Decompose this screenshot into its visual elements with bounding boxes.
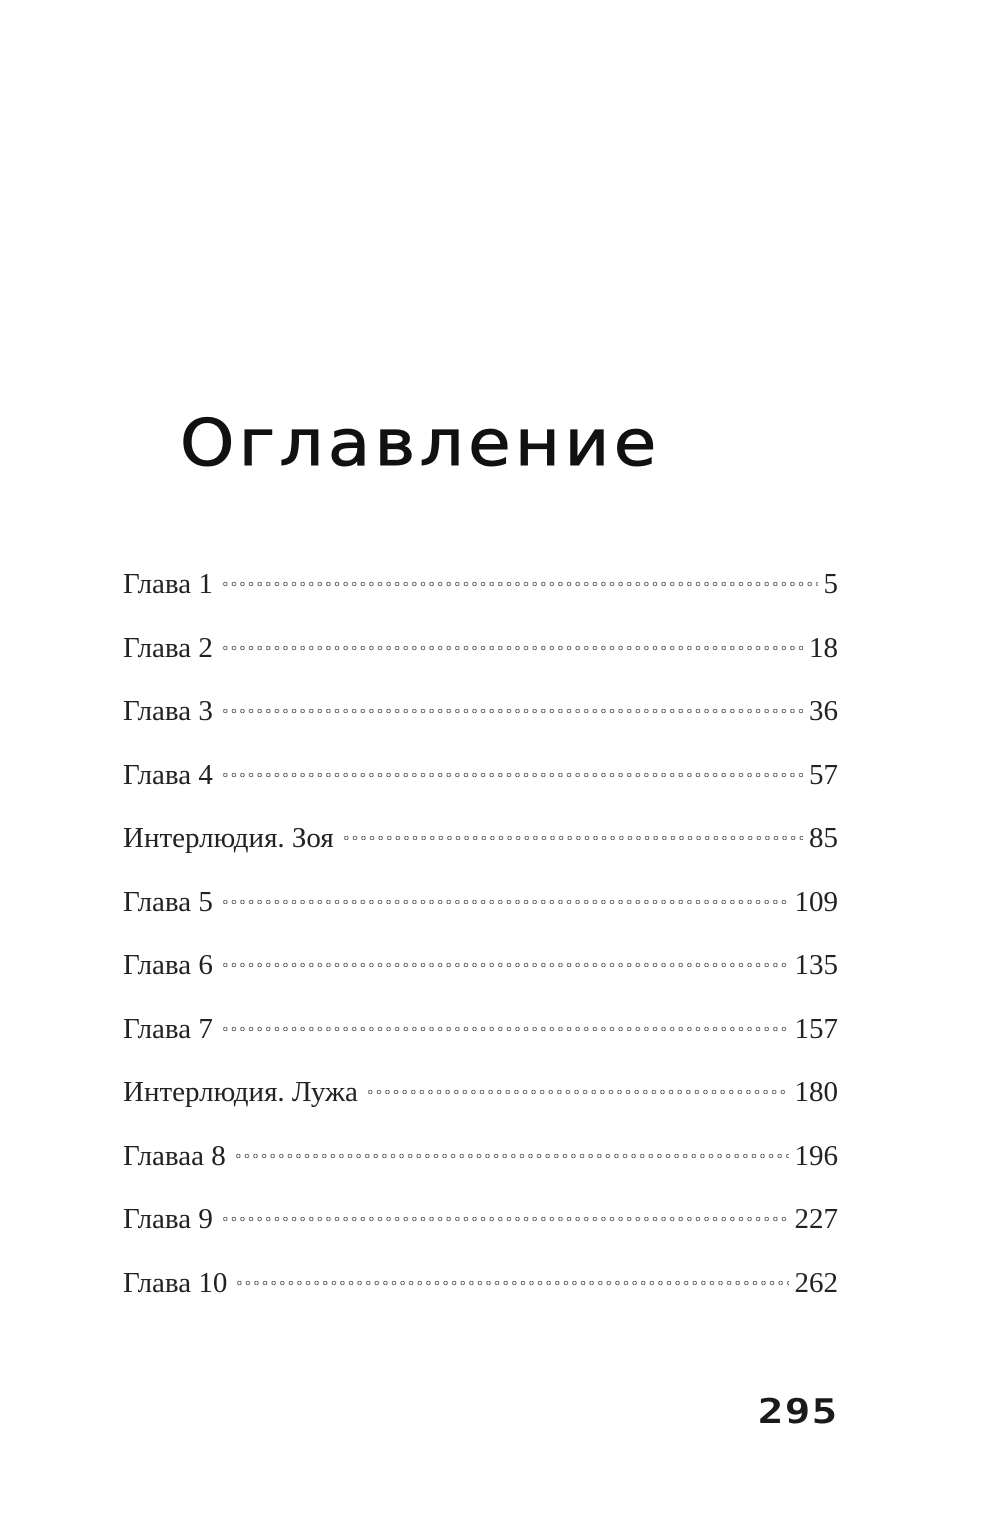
toc-entry [123, 1267, 838, 1331]
dot-leader [234, 1153, 789, 1159]
toc-entry [123, 1013, 838, 1077]
toc-entry-page: 227 [794, 1203, 838, 1235]
table-of-contents [123, 568, 838, 1330]
toc-entry-title: Главаа 8 [123, 1139, 226, 1172]
toc-entry-title: Глава 10 [123, 1266, 228, 1299]
dot-leader [221, 1026, 789, 1032]
dot-leader [221, 581, 818, 587]
dot-leader [221, 645, 803, 651]
toc-entry-title: Интерлюдия. Лужа [123, 1076, 358, 1108]
toc-entry [123, 1203, 838, 1267]
toc-entry-title: Глава 4 [123, 758, 213, 791]
dot-leader [342, 835, 803, 841]
page-number: 295 [757, 1392, 838, 1432]
toc-entry-page: 18 [809, 631, 838, 664]
toc-entry [123, 695, 838, 759]
dot-leader [235, 1280, 788, 1286]
dot-leader [366, 1089, 789, 1095]
toc-entry-page: 5 [823, 568, 838, 600]
dot-leader [221, 962, 789, 968]
toc-entry [123, 886, 838, 950]
toc-entry [123, 1140, 838, 1204]
toc-entry-page: 262 [794, 1266, 838, 1299]
toc-entry-title: Глава 2 [123, 631, 213, 664]
toc-entry [123, 632, 838, 696]
dot-leader [221, 1216, 789, 1222]
toc-entry [123, 1076, 838, 1140]
toc-entry-title: Глава 3 [123, 695, 213, 727]
toc-entry [123, 822, 838, 886]
toc-entry-page: 57 [809, 758, 838, 791]
dot-leader [221, 772, 803, 778]
toc-entry-title: Интерлюдия. Зоя [123, 822, 334, 854]
toc-entry-page: 85 [809, 822, 838, 854]
toc-entry [123, 759, 838, 823]
toc-entry-page: 135 [794, 949, 838, 981]
toc-entry-page: 36 [809, 695, 838, 727]
toc-entry [123, 949, 838, 1013]
toc-entry-page: 157 [794, 1012, 838, 1045]
toc-entry-title: Глава 5 [123, 885, 213, 918]
toc-entry-title: Глава 9 [123, 1203, 213, 1235]
toc-entry-title: Глава 7 [123, 1012, 213, 1045]
toc-entry-title: Глава 6 [123, 949, 213, 981]
toc-entry-page: 196 [794, 1139, 838, 1172]
toc-entry-page: 109 [794, 885, 838, 918]
dot-leader [221, 708, 803, 714]
page-title: Оглавление [180, 407, 661, 481]
dot-leader [221, 899, 789, 905]
toc-entry [123, 568, 838, 632]
toc-entry-title: Глава 1 [123, 568, 213, 600]
toc-entry-page: 180 [794, 1076, 838, 1108]
